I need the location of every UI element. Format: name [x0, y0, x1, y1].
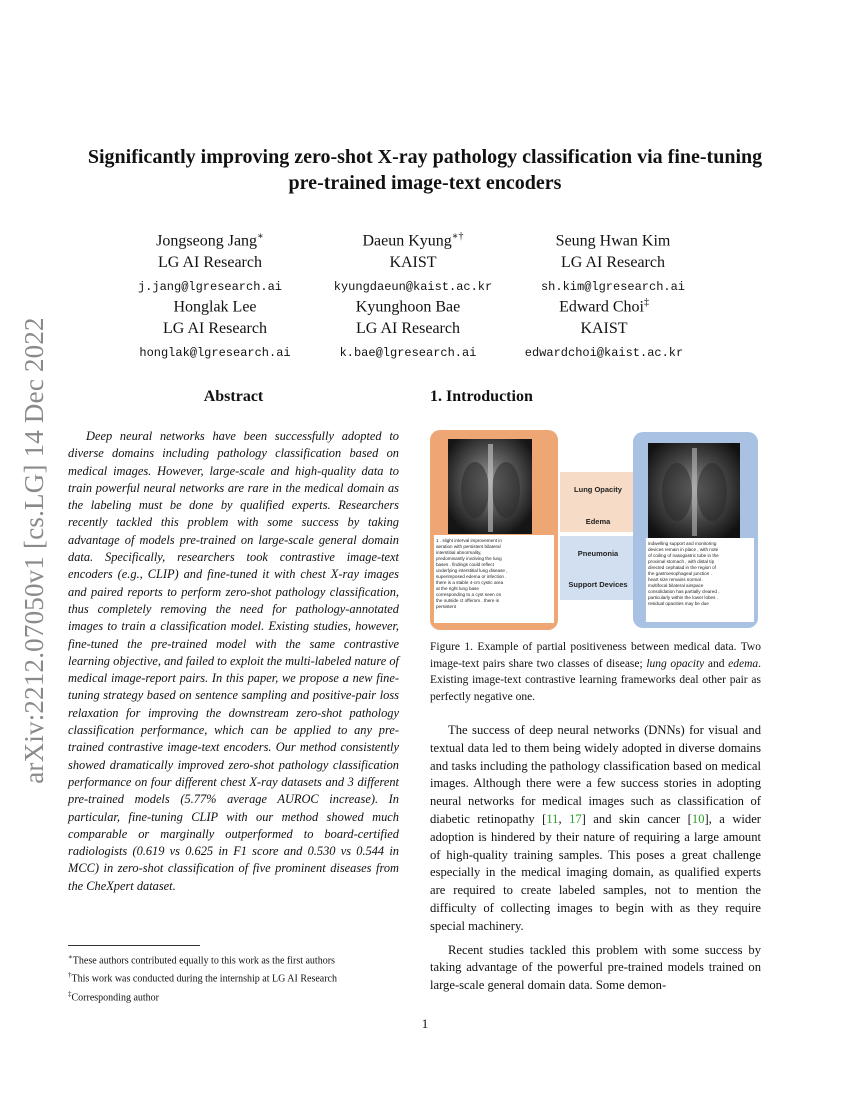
author-affiliation: LG AI Research: [356, 320, 460, 338]
left-report-line: corresponding to a cyst seen on: [436, 592, 502, 597]
right-report-line: consolidation has partially cleared ,: [648, 589, 720, 594]
title-line-2: pre-trained image-text encoders: [288, 172, 562, 194]
figure-1: [430, 430, 760, 630]
author-affiliation: KAIST: [389, 254, 437, 272]
left-report-line: interstitial abnormality,: [436, 550, 482, 555]
title-line-1: Significantly improving zero-shot X-ray pathology classification via fine-tuning: [87, 146, 763, 168]
right-report-line: multifocal bilateral airspace: [648, 583, 704, 588]
right-report-line: particularly within the lower lobes .: [648, 595, 718, 600]
figure-1-diagram: [430, 430, 760, 630]
author-mark: ∗: [257, 231, 264, 242]
author-affiliation: LG AI Research: [158, 254, 262, 272]
negative-label-band: [560, 536, 640, 600]
footnote: ∗These authors contributed equally to this work as the first authors: [68, 953, 335, 967]
author-email[interactable]: sh.kim@lgresearch.ai: [540, 280, 686, 295]
label-support-devices: Support Devices: [568, 580, 628, 589]
left-report-line: at the right lung base: [436, 586, 479, 591]
author-name: Daeun Kyung: [362, 232, 452, 250]
author-name: Jongseong Jang: [156, 232, 258, 250]
left-report-line: bases . findings could reflect: [436, 562, 494, 567]
author-email[interactable]: k.bae@lgresearch.ai: [339, 346, 477, 361]
author-affiliation: LG AI Research: [163, 320, 267, 338]
footnote: ‡Corresponding author: [68, 989, 159, 1003]
right-report-line: directed cephalad in the region of: [648, 565, 716, 570]
introduction-text: [430, 722, 761, 1001]
citation-link[interactable]: 17: [569, 811, 582, 826]
author-block: [95, 226, 325, 296]
footnotes: [68, 945, 399, 1005]
author-block: [498, 226, 728, 296]
abstract-text: Deep neural networks have been successfully adopted to diverse domains including pathology classification based on medical images. However, large-scale and high-quality data to train powerful neural networks are rare in the medical domain as the labeling must be done by qualified experts. Researchers recently tackled this problem with some success by taking advantage of models pre-trained on large-scale general domain data. Specifically, researchers took contrastive image-text encoders (e.g., CLIP) and fine-tuned it with chest X-ray images and paired reports to perform zero-shot pathology classification, thus completely removing the need for pathology-annotated images to train a classification model. Existing studies, however, fine-tuned the pre-trained model with the same contrastive learning objective, and failed to exploit the multi-labeled nature of medical image-report pairs. In this paper, we propose a new fine-tuning strategy based on sentence sampling and positive-pair loss relaxation for improving the downstream zero-shot pathology classification performance, which can be applied to any pre-trained contrastive image-text encoders. Our method consistently showed dramatically improved zero-shot pathology classification performance on four different chest X-ray datasets and 3 different pre-trained models (5.77% average AUROC increase). In particular, fine-tuning CLIP with our method showed much comparable or marginally outperformed to board-certified radiologists (0.619 vs 0.625 in F1 score and 0.530 vs 0.544 in MCC) in zero-shot classification of five prominent diseases from the CheXpert dataset.: [68, 429, 399, 893]
author-email[interactable]: kyungdaeun@kaist.ac.kr: [333, 280, 493, 295]
footnote-divider: [68, 945, 200, 946]
author-email[interactable]: j.jang@lgresearch.ai: [137, 280, 283, 295]
author-block: [489, 292, 719, 362]
author-name: Edward Choi: [559, 298, 644, 316]
right-report-line: of coiling of nasogastric tube in the: [648, 553, 719, 558]
author-affiliation: KAIST: [580, 320, 628, 338]
author-name: Honglak Lee: [173, 298, 257, 316]
footnote: †This work was conducted during the internship at LG AI Research: [68, 971, 337, 985]
citation-link[interactable]: 11: [546, 811, 559, 826]
right-report-line: indwelling support and monitoring: [648, 541, 717, 546]
page-number: 1: [421, 1016, 429, 1031]
right-report-line: proximal stomach , with distal tip: [648, 559, 715, 564]
left-report-line: aeration with persistent bilateral: [436, 544, 501, 549]
label-pneumonia: Pneumonia: [577, 549, 619, 558]
abstract-heading: Abstract: [203, 388, 264, 405]
right-report-line: heart size remains normal .: [648, 577, 704, 582]
citation-link[interactable]: 10: [691, 811, 705, 826]
right-report-line: the gastroesophageal junction .: [648, 571, 712, 576]
label-edema: Edema: [585, 517, 611, 526]
intro-paragraph: Recent studies tackled this problem with some success by taking advantage of the powerful pre-trained models trained on large-scale general domain data. Some demon-: [430, 942, 761, 993]
introduction-heading: 1. Introduction: [430, 388, 533, 405]
left-report-line: superimposed edema or infection .: [436, 574, 507, 579]
paper-title: [70, 144, 780, 196]
left-report-line: there is a stable 4-cm cystic area: [436, 580, 504, 585]
figure-1-caption: Figure 1. Example of partial positiveness between medical data. Two image-text pairs share two classes of disease; lung opacity and edema. Existing image-text contrastive learning frameworks deal other pair as perfectly negative one.: [430, 641, 761, 703]
right-report-line: devices remain in place , with note: [648, 547, 719, 552]
author-email[interactable]: edwardchoi@kaist.ac.kr: [524, 346, 684, 361]
author-block: [298, 226, 528, 296]
author-name: Seung Hwan Kim: [555, 232, 671, 250]
author-email[interactable]: honglak@lgresearch.ai: [139, 346, 291, 361]
author-affiliation: LG AI Research: [561, 254, 665, 272]
author-mark: ‡: [643, 297, 649, 308]
left-report-line: 1 . slight interval improvement in: [436, 538, 502, 543]
author-mark: ∗†: [451, 231, 464, 242]
left-report-line: the outside ct offerom . there is: [436, 598, 499, 603]
right-report-line: residual opacities may be due: [648, 601, 709, 606]
label-lung-opacity: Lung Opacity: [574, 485, 622, 494]
left-report-line: underlying interstitial lung disease ,: [436, 568, 508, 573]
author-name: Kyunghoon Bae: [355, 298, 461, 316]
arxiv-identifier: arXiv:2212.07050v1 [cs.LG] 14 Dec 2022: [18, 316, 49, 784]
left-report-line: predominantly involving the lung: [436, 556, 502, 561]
intro-paragraph: The success of deep neural networks (DNNs) for visual and textual data led to them being widely adopted in diverse domains and tasks including the pathology classification based on medical images. Although there were a few success stories in adopting neural networks for medical images such as classification of diabetic retinopathy [11, 17] and skin cancer [10], a wider adoption is hindered by their nature of requiring a large amount of high-quality training samples. This poses a great challenge especially in the medical imaging domain, as qualified experts are required to create labeled samples, not to mention the difficulty of collecting images to begin with as they require special machinery.: [430, 723, 761, 933]
left-report-line: persistent: [436, 604, 456, 609]
